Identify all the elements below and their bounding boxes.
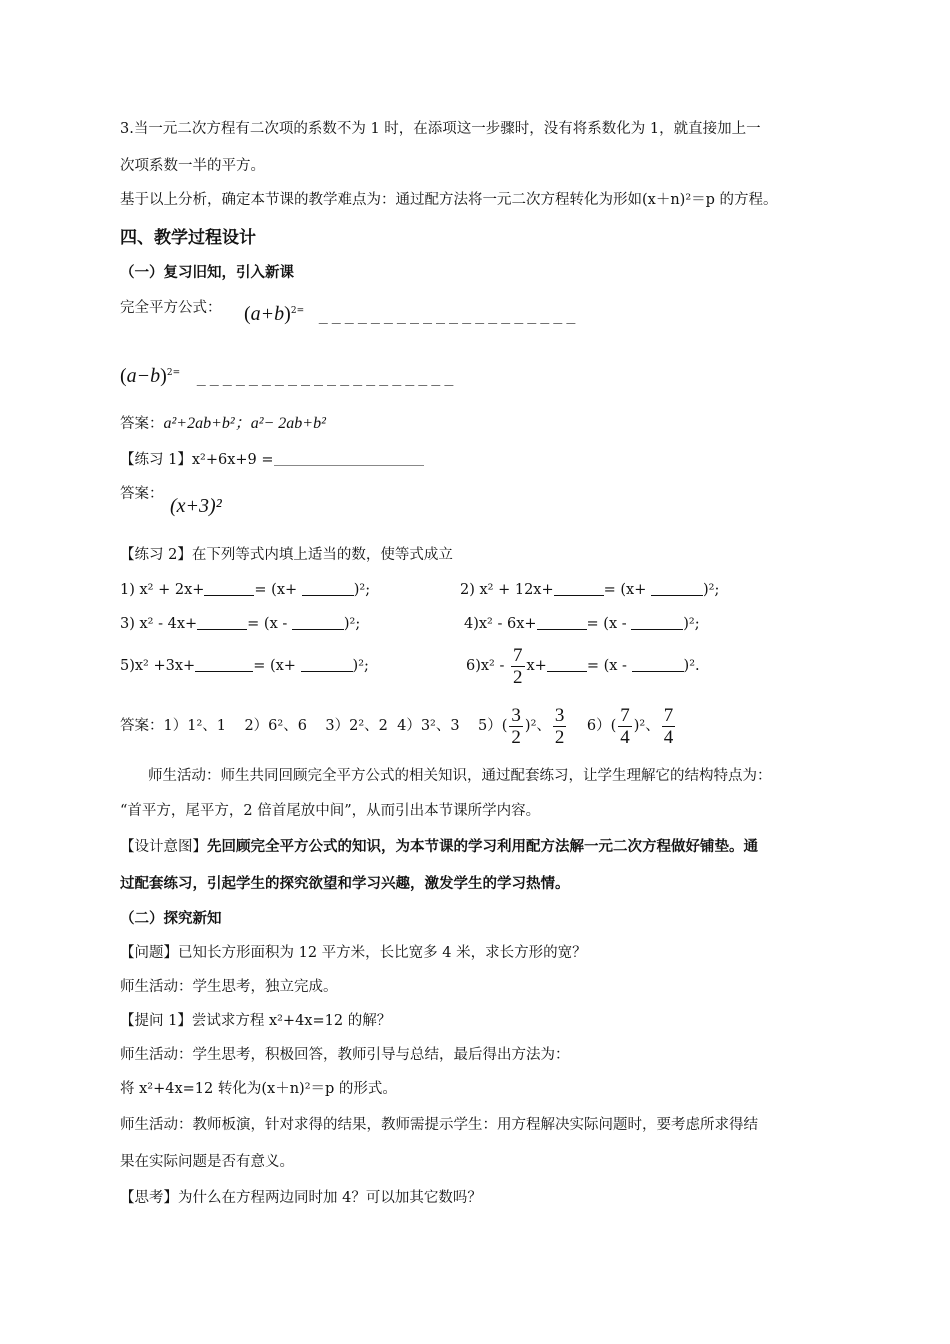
paragraph: 【思考】为什么在方程两边同时加 4？可以加其它数吗？: [120, 1190, 482, 1206]
fraction: [511, 645, 525, 688]
design-text: 过配套练习，引起学生的探究欲望和学习兴趣，激发学生的学习热情。: [120, 876, 570, 892]
question-text: 4)x² - 6x+: [464, 616, 537, 632]
fraction: [618, 705, 632, 748]
fraction-denominator: 4: [620, 726, 630, 748]
exercise-label: 【练习 1】: [120, 452, 192, 468]
answer-blank-line: ____________________: [196, 368, 458, 386]
expression-base: a+b: [250, 303, 285, 325]
answer-blank: [274, 451, 424, 466]
question-text: = (x+: [253, 658, 301, 674]
answer-blank: [547, 657, 587, 672]
question-1: [120, 580, 370, 600]
question-4: [464, 614, 700, 634]
answer-blank: [302, 581, 354, 596]
question-text: )²;: [703, 582, 720, 598]
answer-blank: [632, 657, 684, 672]
paragraph: 将 x²+4x=12 转化为(x＋n)²＝p 的形式。: [120, 1081, 397, 1097]
paragraph: 次项系数一半的平方。: [120, 158, 265, 174]
question-text: )²;: [352, 658, 369, 674]
answer-blank-line: ____________________: [318, 306, 580, 324]
section-heading: 四、教学过程设计: [120, 228, 256, 248]
expression-exponent: 2=: [290, 306, 305, 316]
question-text: )²;: [343, 616, 361, 632]
answer-item: 3）2²、2: [325, 718, 388, 734]
paragraph: 师生活动：学生思考，独立完成。: [120, 979, 338, 995]
paragraph: 师生活动：学生思考，积极回答，教师引导与总结，最后得出方法为：: [120, 1047, 570, 1063]
paragraph: “首平方，尾平方，2 倍首尾放中间”，从而引出本节课所学内容。: [120, 803, 541, 819]
answer-blank: [292, 615, 344, 630]
question-text: 5)x² +3x+: [120, 658, 196, 674]
question-text: )²;: [683, 616, 700, 632]
answer-blank: [195, 657, 253, 672]
fraction: [509, 705, 523, 748]
answers-exercise-2: [120, 704, 677, 748]
question-text: x+: [526, 658, 547, 674]
fraction-numerator: 3: [511, 704, 521, 726]
fraction-numerator: 3: [554, 704, 565, 726]
question-text: = (x+: [603, 582, 651, 598]
expression-base: a−b: [126, 365, 161, 387]
question-3: [120, 614, 360, 634]
answer-blank: [554, 581, 604, 596]
fraction-denominator: 2: [513, 666, 523, 688]
question-text: )²;: [353, 582, 371, 598]
question-text: = (x+: [254, 582, 302, 598]
answer-blank: [631, 615, 683, 630]
exercise-text: 在下列等式内填上适当的数，使等式成立: [191, 547, 453, 563]
fraction-numerator: 7: [663, 704, 674, 726]
answer-item: 2）6²、6: [244, 718, 307, 734]
question-text: 3) x² - 4x+: [120, 616, 198, 632]
subsection-heading: （二）探究新知: [120, 911, 222, 927]
answer-label: 答案：: [120, 718, 164, 734]
question-text: 6)x² -: [466, 658, 509, 674]
paragraph: 【提问 1】尝试求方程 x²+4x=12 的解？: [120, 1013, 392, 1029]
paragraph: 师生活动：教师板演，针对求得的结果，教师需提示学生：用方程解决实际问题时，要考虑所求得结: [120, 1117, 758, 1133]
design-text: 先回顾完全平方公式的知识，为本节课的学习利用配方法解一元二次方程做好铺垫。通: [207, 839, 758, 855]
fraction-numerator: 7: [620, 704, 630, 726]
answer-blank: [537, 615, 587, 630]
fraction: [553, 705, 567, 748]
design-label: 【设计意图】: [120, 839, 207, 855]
question-text: = (x -: [586, 616, 632, 632]
exercise-2: [120, 545, 453, 565]
paragraph: 师生活动：师生共同回顾完全平方公式的相关知识，通过配套练习，让学生理解它的结构特点为：: [148, 768, 772, 784]
answer-item: )²、: [524, 718, 551, 734]
answer-line: [120, 414, 326, 434]
question-text: 1) x² + 2x+: [120, 582, 205, 598]
fraction-denominator: 2: [511, 726, 521, 748]
exercise-1: [120, 450, 424, 470]
answer-blank: [204, 581, 254, 596]
formula-label: 完全平方公式：: [120, 300, 222, 316]
subsection-heading: （一）复习旧知，引入新课: [120, 265, 294, 281]
question-2: [460, 580, 719, 600]
fraction-denominator: 4: [663, 726, 674, 748]
question-text: = (x -: [247, 616, 292, 632]
answer-item: 5）(: [478, 718, 508, 734]
fraction-denominator: 2: [554, 726, 565, 748]
question-6: [466, 644, 700, 688]
answer-item: )²、: [633, 718, 660, 734]
exercise-label: 【练习 2】: [120, 547, 192, 563]
square-sum-formula: $(a+b)^{2=}$ ____________________: [244, 303, 580, 325]
fraction-numerator: 7: [513, 644, 523, 666]
answer-blank: [197, 615, 247, 630]
answer-expression: (x+3)²: [170, 495, 222, 517]
answer-blank: [301, 657, 353, 672]
answer-blank: [651, 581, 703, 596]
design-intent: [120, 837, 758, 857]
square-difference-formula: $(a-b)^{2=}$ ____________________: [120, 365, 458, 387]
question-text: )².: [683, 658, 700, 674]
paragraph: 【问题】已知长方形面积为 12 平方米，长比宽多 4 米，求长方形的宽？: [120, 945, 587, 961]
paragraph: 基于以上分析，确定本节课的教学难点为：通过配方法将一元二次方程转化为形如(x＋n)²＝p 的方程。: [120, 192, 778, 208]
answer-label: 答案：: [120, 486, 164, 502]
question-text: = (x -: [586, 658, 632, 674]
expression-exponent: 2=: [166, 368, 181, 378]
paragraph: 果在实际问题是否有意义。: [120, 1154, 294, 1170]
exercise-text: x²+6x+9 =: [191, 452, 274, 468]
answer-item: 4）3²、3: [397, 718, 460, 734]
answer-item: 6）(: [586, 718, 617, 734]
answer-label: 答案：: [120, 416, 164, 432]
fraction: [662, 705, 676, 748]
answer-item: 1）1²、1: [163, 718, 226, 734]
question-text: 2) x² + 12x+: [460, 582, 554, 598]
question-5: [120, 656, 369, 676]
answer-text: a²+2ab+b²；a²− 2ab+b²: [163, 415, 326, 432]
paragraph: 3.当一元二次方程有二次项的系数不为 1 时，在添项这一步骤时，没有将系数化为 1，就直接加上一: [120, 121, 761, 137]
